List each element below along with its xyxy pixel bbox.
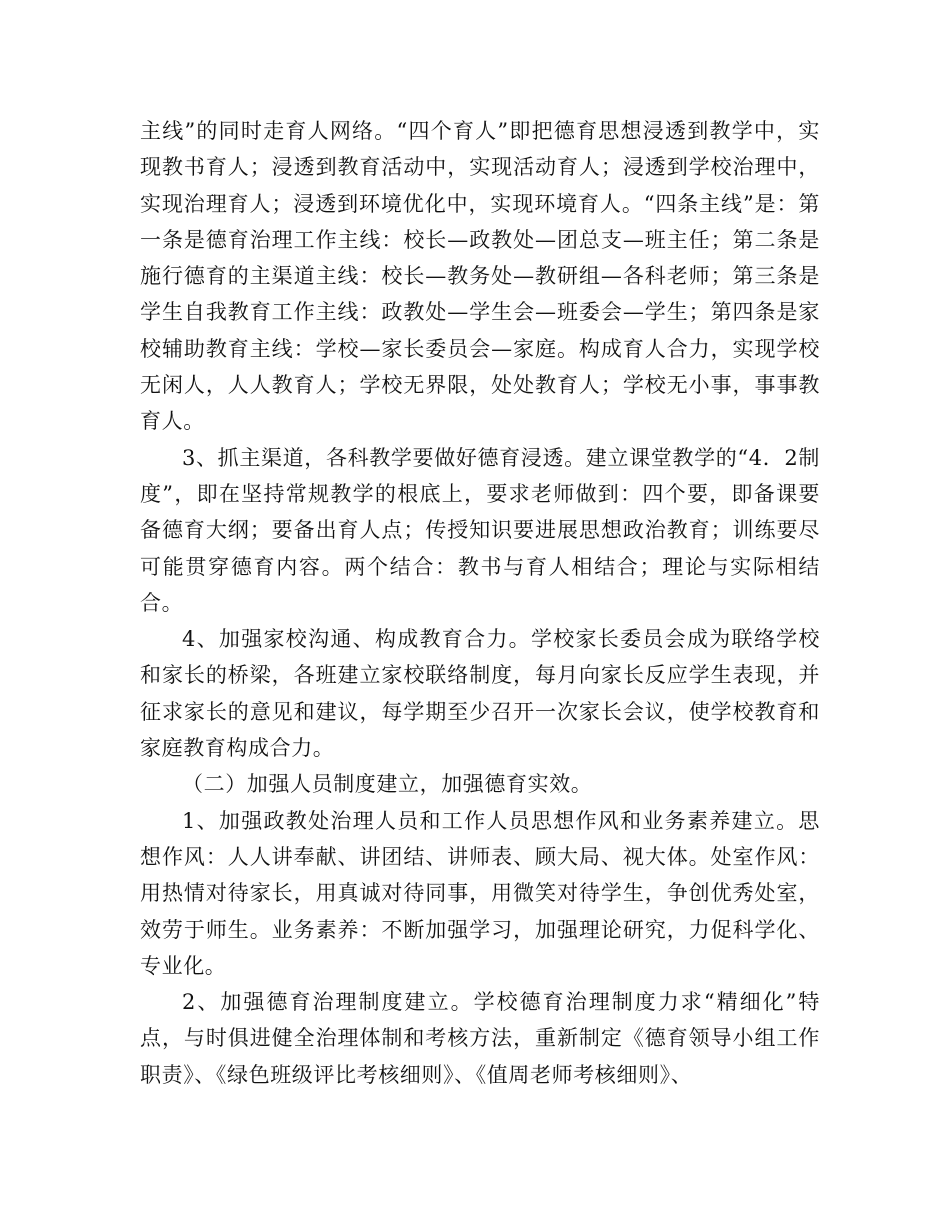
paragraph-item-3: 3、抓主渠道，各科教学要做好德育浸透。建立课堂教学的“4．2制度”，即在坚持常规教学的根底上，要求老师做到：四个要，即备课要备德育大纲；要备出育人点；传授知识要进展思想政治教育；训练要尽可能贯穿德育内容。两个结合：教书与育人相结合；理论与实际相结合。 — [140, 445, 820, 615]
paragraph-item-4: 4、加强家校沟通、构成教育合力。学校家长委员会成为联络学校和家长的桥梁，各班建立家校联络制度，每月向家长反应学生表现，并征求家长的意见和建议，每学期至少召开一次家长会议，使学校教育和家庭教育构成合力。 — [140, 627, 820, 761]
paragraph-item-1: 1、加强政教处治理人员和工作人员思想作风和业务素养建立。思想作风：人人讲奉献、讲团结、讲师表、顾大局、视大体。处室作风：用热情对待家长，用真诚对待同事，用微笑对待学生，争创优秀处室，效劳于师生。业务素养：不断加强学习，加强理论研究，力促科学化、专业化。 — [140, 808, 820, 978]
paragraph-continuation: 主线”的同时走育人网络。“四个育人”即把德育思想浸透到教学中，实现教书育人；浸透到教育活动中，实现活动育人；浸透到学校治理中，实现治理育人；浸透到环境优化中，实现环境育人。“四条主线”是：第一条是德育治理工作主线：校长—政教处—团总支—班主任；第二条是施行德育的主渠道主线：校长—教务处—教研组—各科老师；第三条是学生自我教育工作主线：政教处—学生会—班委会—学生；第四条是家校辅助教育主线：学校—家长委员会—家庭。构成育人合力，实现学校无闲人，人人教育人；学校无界限，处处教育人；学校无小事，事事教育人。 — [140, 119, 820, 434]
paragraph-item-2: 2、加强德育治理制度建立。学校德育治理制度力求“精细化”特点，与时俱进健全治理体制和考核方法，重新制定《德育领导小组工作职责》、《绿色班级评比考核细则》、《值周老师考核细则》、 — [140, 990, 820, 1087]
section-heading-2: （二）加强人员制度建立，加强德育实效。 — [182, 772, 593, 797]
document-body — [140, 113, 820, 1093]
